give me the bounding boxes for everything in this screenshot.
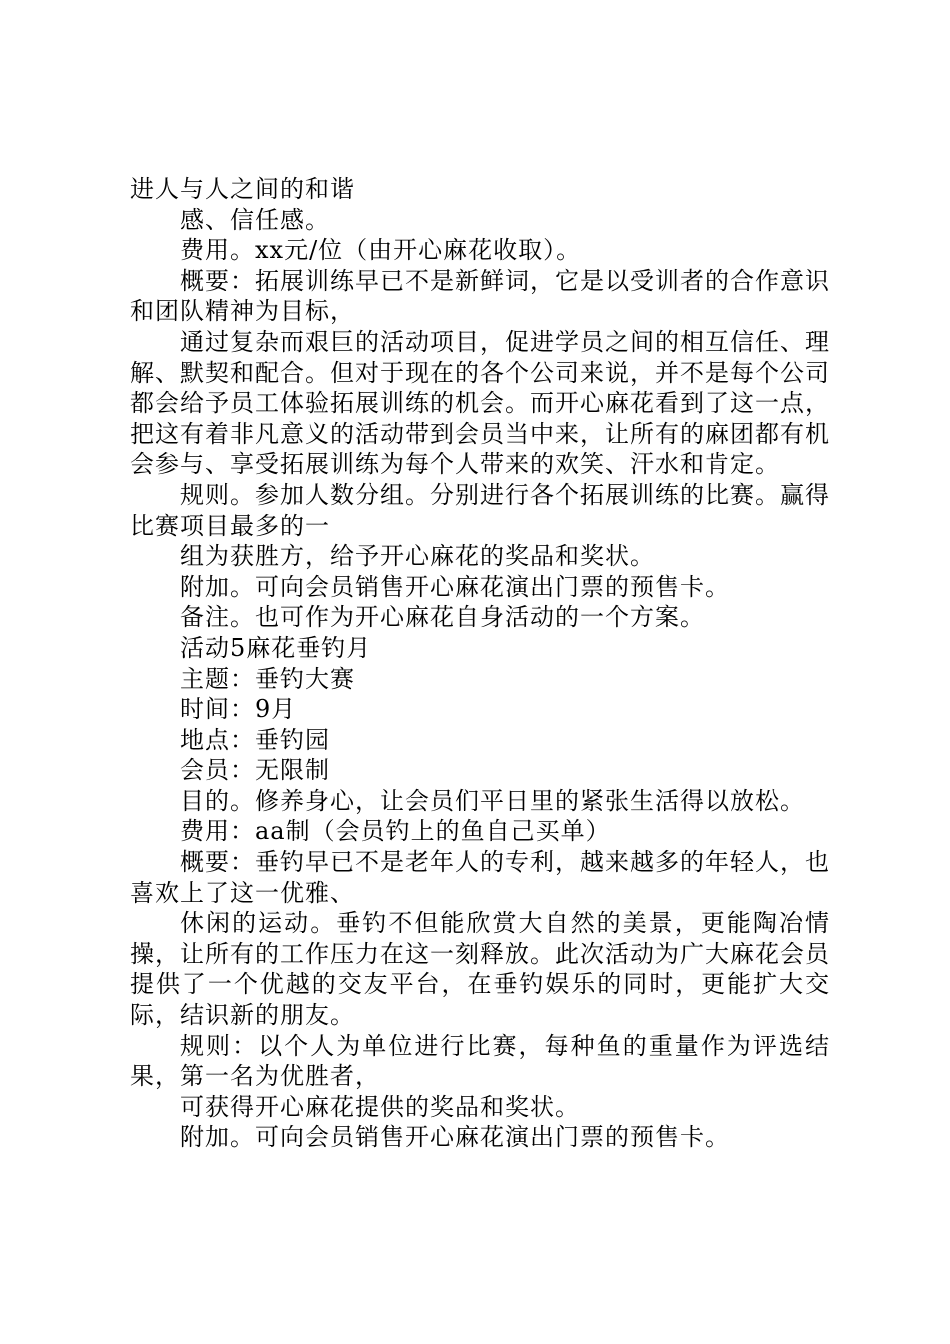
paragraph-20: 可获得开心麻花提供的奖品和奖状。	[180, 1092, 580, 1121]
paragraph-16: 费用：aa制（会员钓上的鱼自己买单）	[180, 817, 611, 846]
paragraph-3: 费用。xx元/位（由开心麻花收取）。	[180, 236, 582, 265]
paragraph-15: 目的。修养身心，让会员们平日里的紧张生活得以放松。	[180, 786, 805, 815]
paragraph-10: 活动5麻花垂钓月	[180, 633, 372, 662]
paragraph-11: 主题：垂钓大赛	[180, 664, 355, 693]
paragraph-8: 附加。可向会员销售开心麻花演出门票的预售卡。	[180, 572, 730, 601]
paragraph-7: 组为获胜方，给予开心麻花的奖品和奖状。	[180, 542, 655, 571]
document-body	[130, 174, 830, 1153]
paragraph-9: 备注。也可作为开心麻花自身活动的一个方案。	[180, 603, 705, 632]
paragraph-2: 感、信任感。	[180, 205, 330, 234]
paragraph-5: 通过复杂而艰巨的活动项目，促进学员之间的相互信任、理解、默契和配合。但对于现在的各个公司来说，并不是每个公司都会给予员工体验拓展训练的机会。而开心麻花看到了这一点，把这有着非凡意义的活动带到会员当中来，让所有的麻团都有机会参与、享受拓展训练为每个人带来的欢笑、汗水和肯定。	[130, 327, 830, 479]
paragraph-19: 规则：以个人为单位进行比赛，每种鱼的重量作为评选结果，第一名为优胜者，	[130, 1031, 830, 1091]
paragraph-21: 附加。可向会员销售开心麻花演出门票的预售卡。	[180, 1123, 730, 1152]
paragraph-17: 概要：垂钓早已不是老年人的专利，越来越多的年轻人，也喜欢上了这一优雅、	[130, 848, 830, 907]
paragraph-18: 休闲的运动。垂钓不但能欣赏大自然的美景，更能陶冶情操，让所有的工作压力在这一刻释放。此次活动为广大麻花会员提供了一个优越的交友平台，在垂钓娱乐的同时，更能扩大交际，结识新的朋友。	[130, 909, 830, 1030]
paragraph-4: 概要：拓展训练早已不是新鲜词，它是以受训者的合作意识和团队精神为目标，	[130, 266, 830, 326]
paragraph-1: 进人与人之间的和谐	[130, 175, 355, 203]
paragraph-6: 规则。参加人数分组。分别进行各个拓展训练的比赛。赢得比赛项目最多的一	[130, 480, 830, 540]
paragraph-12: 时间：9月	[180, 695, 297, 724]
paragraph-13: 地点：垂钓园	[180, 725, 330, 754]
paragraph-14: 会员：无限制	[180, 756, 330, 785]
